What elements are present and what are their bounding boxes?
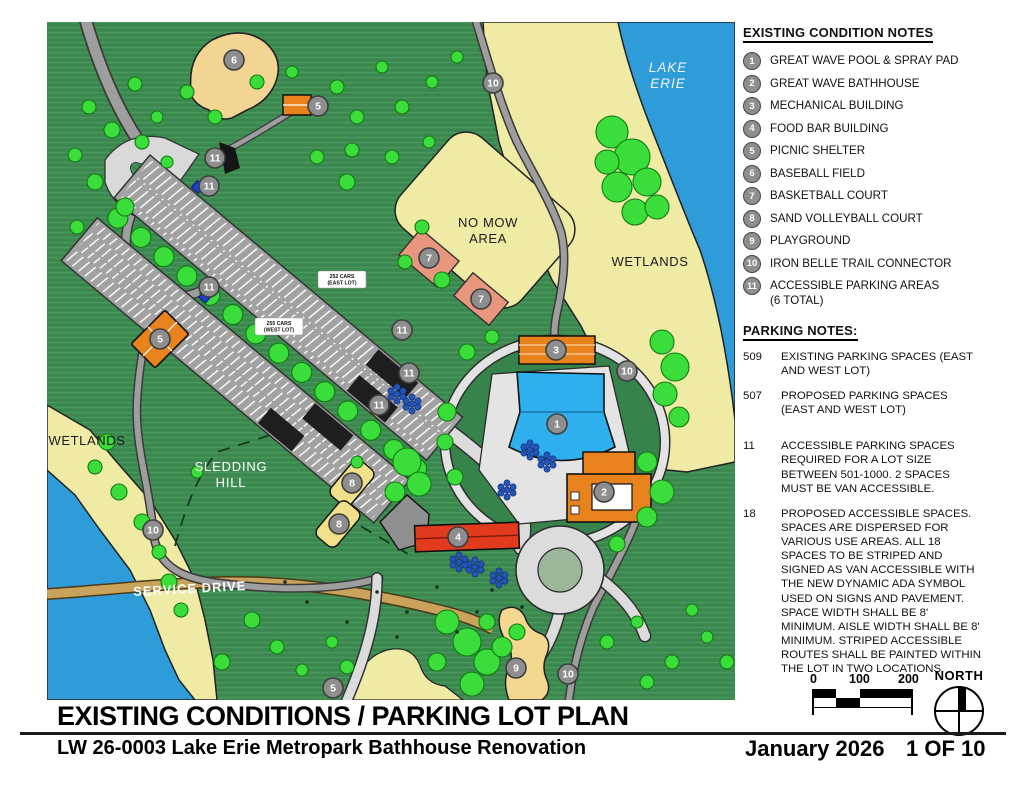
tree bbox=[250, 75, 264, 89]
site-plan-svg bbox=[47, 22, 735, 700]
tree bbox=[135, 135, 149, 149]
parking-notes-section bbox=[743, 322, 1015, 677]
tree bbox=[633, 168, 661, 196]
sledding-hill-label: SLEDDING HILL bbox=[194, 459, 268, 490]
wetlands-east-label: WETLANDS bbox=[611, 254, 689, 269]
tree bbox=[174, 603, 188, 617]
tree bbox=[104, 122, 120, 138]
existing-condition-notes-list bbox=[743, 52, 1015, 309]
note-text: GREAT WAVE POOL & SPRAY PAD bbox=[770, 54, 959, 67]
note-number-badge: 3 bbox=[743, 97, 761, 115]
svg-text:5: 5 bbox=[315, 100, 321, 113]
svg-text:4: 4 bbox=[455, 531, 461, 544]
note-number-badge: 2 bbox=[743, 75, 761, 93]
parking-note-text: PROPOSED PARKING SPACES (EAST AND WEST LOT) bbox=[781, 389, 948, 417]
tree bbox=[600, 635, 614, 649]
svg-text:11: 11 bbox=[396, 324, 408, 337]
svg-text:10: 10 bbox=[147, 524, 159, 537]
note-number-badge: 7 bbox=[743, 187, 761, 205]
svg-text:6: 6 bbox=[231, 54, 237, 67]
map-marker-11 bbox=[205, 148, 225, 168]
project-title: LW 26-0003 Lake Erie Metropark Bathhouse Renovation bbox=[57, 737, 587, 759]
svg-text:10: 10 bbox=[562, 668, 574, 681]
tree bbox=[479, 614, 495, 630]
map-marker-7 bbox=[471, 289, 491, 309]
note-text: GREAT WAVE BATHHOUSE bbox=[770, 76, 920, 90]
tree bbox=[669, 407, 689, 427]
parking-note-number: 509 bbox=[743, 350, 763, 363]
west-lot-label bbox=[255, 318, 303, 335]
tree bbox=[296, 664, 308, 676]
tree bbox=[395, 100, 409, 114]
scale-label-100: 100 bbox=[849, 672, 870, 686]
note-item-3 bbox=[743, 97, 1015, 115]
tree bbox=[460, 672, 484, 696]
tree bbox=[208, 110, 222, 124]
note-item-9 bbox=[743, 232, 1015, 250]
compass-rose bbox=[934, 686, 984, 736]
tree bbox=[447, 469, 463, 485]
tree bbox=[161, 156, 173, 168]
note-item-5 bbox=[743, 142, 1015, 160]
map-marker-5 bbox=[150, 329, 170, 349]
tree bbox=[345, 143, 359, 157]
scale-bar-graphic bbox=[812, 689, 912, 707]
map-marker-7 bbox=[419, 248, 439, 268]
picnic-shelter-north bbox=[283, 95, 311, 115]
svg-text:5: 5 bbox=[157, 333, 163, 346]
map-marker-10 bbox=[617, 361, 637, 381]
note-text: SAND VOLLEYBALL COURT bbox=[770, 211, 923, 225]
tree bbox=[665, 655, 679, 669]
parking-note-number: 507 bbox=[743, 389, 763, 402]
service-drive-label: SERVICE DRIVE bbox=[132, 578, 247, 599]
parking-note-item-509 bbox=[743, 350, 1015, 378]
map-marker-11 bbox=[199, 277, 219, 297]
map-marker-4 bbox=[448, 527, 468, 547]
tree bbox=[116, 198, 134, 216]
no-mow-area-label: NO MOW AREA bbox=[458, 215, 518, 246]
parking-note-number: 18 bbox=[743, 507, 756, 520]
tree bbox=[376, 61, 388, 73]
tree bbox=[595, 150, 619, 174]
tree bbox=[423, 136, 435, 148]
svg-text:7: 7 bbox=[426, 252, 432, 265]
tree bbox=[270, 640, 284, 654]
tree bbox=[128, 77, 142, 91]
scale-labels bbox=[810, 672, 919, 687]
note-number-badge: 11 bbox=[743, 277, 761, 295]
map-marker-5 bbox=[323, 678, 343, 698]
tree bbox=[339, 174, 355, 190]
parking-notes-title: PARKING NOTES: bbox=[743, 323, 858, 341]
note-number-badge: 8 bbox=[743, 210, 761, 228]
site-plan-map bbox=[47, 22, 735, 700]
note-text: IRON BELLE TRAIL CONNECTOR bbox=[770, 256, 952, 270]
map-marker-1 bbox=[547, 414, 567, 434]
tree bbox=[385, 482, 405, 502]
tree bbox=[485, 330, 499, 344]
tree bbox=[326, 636, 338, 648]
tree bbox=[398, 255, 412, 269]
tree bbox=[637, 507, 657, 527]
scale-label-0: 0 bbox=[810, 672, 817, 686]
parking-note-item-507 bbox=[743, 389, 1015, 417]
note-number-badge: 1 bbox=[743, 52, 761, 70]
note-text: PLAYGROUND bbox=[770, 234, 851, 247]
note-number-badge: 5 bbox=[743, 142, 761, 160]
note-text: FOOD BAR BUILDING bbox=[770, 121, 889, 135]
svg-text:7: 7 bbox=[478, 293, 484, 306]
sheet-date: January 2026 bbox=[745, 736, 885, 761]
note-text: ACCESSIBLE PARKING AREAS (6 TOTAL) bbox=[770, 279, 940, 307]
svg-text:252 CARS(EAST LOT): 252 CARS (EAST LOT) bbox=[327, 274, 357, 287]
tree bbox=[435, 610, 459, 634]
tree bbox=[701, 631, 713, 643]
note-item-1 bbox=[743, 52, 1015, 70]
parking-note-item-11 bbox=[743, 439, 1015, 496]
note-item-8 bbox=[743, 210, 1015, 228]
svg-text:11: 11 bbox=[203, 180, 215, 193]
note-item-7 bbox=[743, 187, 1015, 205]
tree bbox=[631, 616, 643, 628]
note-number-badge: 10 bbox=[743, 255, 761, 273]
map-marker-8 bbox=[329, 514, 349, 534]
parking-note-text: EXISTING PARKING SPACES (EAST AND WEST LOT) bbox=[781, 350, 973, 377]
svg-text:5: 5 bbox=[330, 682, 336, 695]
svg-text:8: 8 bbox=[349, 477, 355, 490]
parking-notes-list bbox=[743, 350, 1015, 677]
note-text: BASEBALL FIELD bbox=[770, 166, 865, 180]
north-arrow bbox=[929, 668, 989, 736]
tree bbox=[609, 536, 625, 552]
tree bbox=[350, 110, 364, 124]
roundabout bbox=[516, 526, 604, 614]
tree bbox=[87, 174, 103, 190]
tree bbox=[661, 353, 689, 381]
note-number-badge: 6 bbox=[743, 165, 761, 183]
east-lot-label bbox=[318, 271, 366, 288]
map-marker-11 bbox=[392, 320, 412, 340]
svg-text:11: 11 bbox=[373, 399, 385, 412]
map-marker-10 bbox=[143, 520, 163, 540]
svg-text:11: 11 bbox=[403, 367, 415, 380]
note-item-4 bbox=[743, 120, 1015, 138]
parking-note-text: ACCESSIBLE PARKING SPACES REQUIRED FOR A LOT SIZE BETWEEN 501-1000. 2 SPACES MUST BE VAN ACCESSIBLE. bbox=[781, 440, 955, 495]
note-item-2 bbox=[743, 75, 1015, 93]
tree bbox=[438, 403, 456, 421]
tree bbox=[645, 195, 669, 219]
title-divider bbox=[20, 732, 1006, 735]
scale-bar bbox=[810, 672, 919, 720]
note-number-badge: 9 bbox=[743, 232, 761, 250]
tree bbox=[637, 452, 657, 472]
map-marker-10 bbox=[483, 73, 503, 93]
tree bbox=[351, 456, 363, 468]
tree bbox=[428, 653, 446, 671]
tree bbox=[70, 220, 84, 234]
svg-text:11: 11 bbox=[203, 281, 215, 294]
tree bbox=[650, 480, 674, 504]
sheet-title: EXISTING CONDITIONS / PARKING LOT PLAN bbox=[57, 701, 629, 731]
tree bbox=[686, 604, 698, 616]
map-marker-11 bbox=[369, 395, 389, 415]
map-marker-2 bbox=[594, 482, 614, 502]
legend-panel bbox=[743, 24, 1015, 687]
tree bbox=[330, 80, 344, 94]
tree bbox=[407, 472, 431, 496]
svg-text:1: 1 bbox=[554, 418, 560, 431]
tree bbox=[82, 100, 96, 114]
tree bbox=[640, 675, 654, 689]
tree bbox=[214, 654, 230, 670]
svg-text:8: 8 bbox=[336, 518, 342, 531]
tree bbox=[650, 330, 674, 354]
svg-text:3: 3 bbox=[553, 344, 559, 357]
tree bbox=[434, 272, 450, 288]
map-marker-5 bbox=[308, 96, 328, 116]
tree bbox=[622, 199, 648, 225]
tree bbox=[340, 660, 354, 674]
lake-erie-label: LAKE ERIE bbox=[648, 60, 688, 91]
tree bbox=[88, 460, 102, 474]
sheet-number: 1 OF 10 bbox=[906, 736, 986, 761]
note-item-6 bbox=[743, 165, 1015, 183]
map-marker-3 bbox=[546, 340, 566, 360]
note-text: BASKETBALL COURT bbox=[770, 189, 888, 202]
map-marker-11 bbox=[199, 176, 219, 196]
svg-text:10: 10 bbox=[487, 77, 499, 90]
parking-note-number: 11 bbox=[743, 440, 755, 453]
parking-note-text: PROPOSED ACCESSIBLE SPACES. SPACES ARE DISPERSED FOR VARIOUS USE AREAS. ALL 18 SPACES TO BE STRIPED AND SIGNED AS VAN ACCESSIBLE WITH THE NEW DYNAMIC ADA SYMBOL USED ON SIGNS AND PAVEMENT. SPACE WIDTH SHALL BE 8' MINIMUM. AISLE WIDTH SHALL BE 8' MINIMUM. STRIPED ACCESSIBLE ROUTES SHALL BE PAINTED WITHIN THE LOT IN TWO LOCATIONS. bbox=[781, 507, 981, 676]
note-text: MECHANICAL BUILDING bbox=[770, 99, 904, 112]
tree bbox=[286, 66, 298, 78]
tree bbox=[415, 220, 429, 234]
tree bbox=[492, 637, 512, 657]
tree bbox=[68, 148, 82, 162]
tree bbox=[244, 612, 260, 628]
scale-label-200: 200 bbox=[898, 672, 919, 686]
tree bbox=[385, 150, 399, 164]
tree bbox=[180, 85, 194, 99]
wetlands-west-label: WETLANDS bbox=[48, 433, 126, 448]
tree bbox=[602, 172, 632, 202]
map-marker-10 bbox=[558, 664, 578, 684]
parking-note-item-18 bbox=[743, 507, 1015, 677]
map-marker-6 bbox=[224, 50, 244, 70]
tree bbox=[451, 51, 463, 63]
note-number-badge: 4 bbox=[743, 120, 761, 138]
svg-text:9: 9 bbox=[513, 662, 519, 675]
note-item-10 bbox=[743, 255, 1015, 273]
map-marker-8 bbox=[342, 473, 362, 493]
tree bbox=[151, 111, 163, 123]
tree bbox=[152, 545, 166, 559]
map-marker-11 bbox=[399, 363, 419, 383]
north-label: NORTH bbox=[934, 668, 984, 683]
map-marker-9 bbox=[506, 658, 526, 678]
existing-condition-notes-title: EXISTING CONDITION NOTES bbox=[743, 25, 933, 43]
tree bbox=[509, 624, 525, 640]
tree bbox=[720, 655, 734, 669]
svg-text:11: 11 bbox=[209, 152, 221, 165]
svg-text:255 CARS(WEST LOT): 255 CARS (WEST LOT) bbox=[263, 321, 295, 334]
tree bbox=[111, 484, 127, 500]
note-text: PICNIC SHELTER bbox=[770, 144, 866, 157]
svg-text:10: 10 bbox=[621, 365, 633, 378]
tree bbox=[426, 76, 438, 88]
tree bbox=[437, 434, 453, 450]
tree bbox=[310, 150, 324, 164]
tree bbox=[653, 382, 677, 406]
tree bbox=[459, 344, 475, 360]
note-item-11 bbox=[743, 277, 1015, 309]
svg-text:2: 2 bbox=[601, 486, 607, 499]
